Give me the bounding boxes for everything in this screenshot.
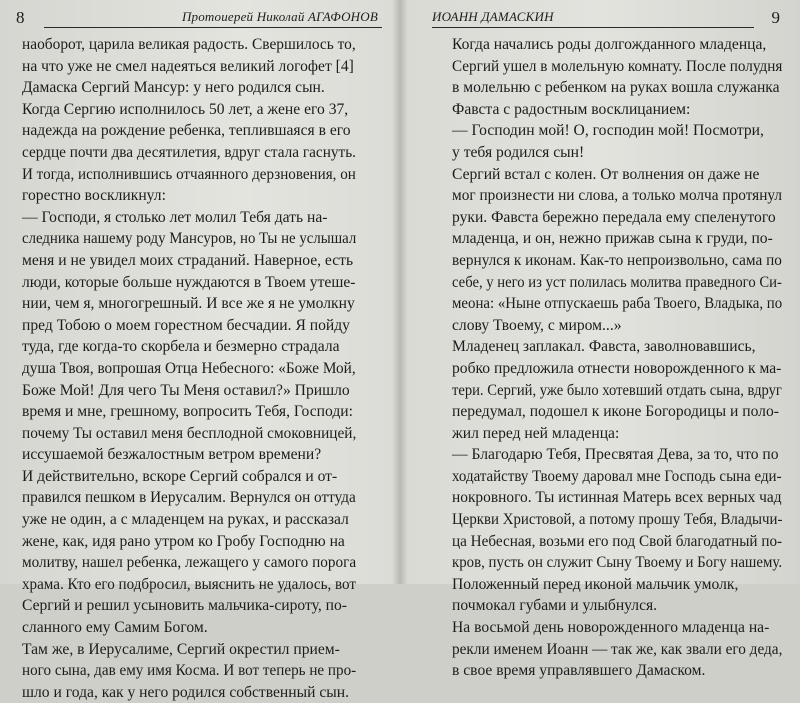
header-rule	[432, 27, 754, 28]
text-line: душа Твоя, вопрошая Отца Небесного: «Боже Мой,	[22, 359, 356, 377]
text-line: жил перед ней младенца:	[452, 424, 620, 442]
text-line: Боже Мой! Для чего Ты Меня оставил?» Пришло	[22, 381, 350, 399]
left-page	[0, 0, 396, 701]
left-page-header	[14, 6, 382, 28]
text-line: почмокал губами и улыбнулся.	[452, 597, 658, 615]
text-line: пред Тобою о моем горестном бесчадии. Я пойду	[22, 316, 350, 334]
text-line: кров, пусть он служит Сыну Твоему и Богу нашему.	[452, 554, 783, 572]
text-line: слову Твоему, с миром...»	[452, 316, 622, 334]
running-head: Протоиерей Николай АГАФОНОВ	[181, 9, 378, 24]
text-line: Фавста с радостным восклицанием:	[452, 100, 691, 118]
text-line: робко предложила отнести новорожденного к ма-	[452, 359, 782, 377]
text-line: вернулся к иконам. Как-то непроизвольно, сама по	[452, 251, 782, 269]
text-line: — Господи, я столько лет молил Тебя дать на-	[22, 208, 328, 226]
text-line: нокровного. Ты истинная Матерь всех верных чад	[452, 489, 782, 507]
text-line: сердце почти два десятилетия, вдруг стала гаснуть.	[22, 143, 356, 161]
text-line: И тогда, исполнившись отчаянного дерзновения, он	[22, 165, 356, 183]
text-line: на что уже не смел надеяться великий логофет [4]	[22, 57, 354, 75]
text-line: шло и года, как у него родился собственный сын.	[22, 683, 349, 701]
text-line: почему Ты оставил меня бесплодной смоковницей,	[22, 424, 357, 442]
text-line: передумал, подошел к иконе Богородицы и поло-	[452, 403, 779, 421]
text-line: младенца, и он, нежно прижав сына к груди, по-	[452, 230, 773, 248]
text-line: жене, как, идя рано утром ко Гробу Господню на	[22, 532, 345, 550]
text-line: Там же, в Иерусалиме, Сергий окрестил прием-	[22, 640, 340, 658]
text-line: иссушаемой безжалостным ветром времени?	[22, 446, 322, 464]
text-line: тери. Сергий, уже было хотевший отдать сына, вдруг	[452, 381, 782, 399]
text-line: люди, которые больше нуждаются в Твоем утеше-	[22, 273, 356, 291]
text-line: Сергий встал с колен. От волнения он даже не	[452, 165, 760, 183]
text-line: храма. Кто его подбросил, выяснить не удалось, вот	[22, 575, 356, 593]
text-line: нии, чем я, многогрешный. И все же я не умолкну	[22, 295, 355, 313]
running-head: ИОАНН ДАМАСКИН	[432, 9, 554, 24]
text-line: — Господин мой! О, господин мой! Посмотри,	[452, 122, 764, 140]
text-line: мог произнести ни слова, а только молча протянул	[452, 187, 783, 205]
left-page-text	[22, 34, 356, 703]
header-rule	[44, 27, 382, 28]
text-line: сланного ему Самим Богом.	[22, 619, 208, 637]
right-page	[404, 0, 800, 680]
text-line: И действительно, вскоре Сергий собрался и от-	[22, 467, 338, 485]
text-line: наоборот, царила великая радость. Свершилось то,	[22, 36, 356, 53]
text-line: Церкви Христовой, а потому прошу Тебя, Владычи-	[452, 511, 783, 529]
text-line: ходатайству Твоему даровал мне Господь сына еди-	[452, 467, 782, 485]
text-line: Сергий ушел в молельную комнату. После полудня	[452, 57, 783, 75]
right-page-text	[452, 34, 782, 682]
text-line: себе, у него из уст полилась молитва праведного Си-	[452, 273, 782, 291]
text-line: в свое время управлявшего Дамаском.	[452, 662, 706, 680]
text-line: На восьмой день новорожденного младенца на-	[452, 619, 770, 637]
text-line: Когда начались роды долгожданного младенца,	[452, 36, 767, 53]
page-number: 8	[16, 8, 25, 27]
text-line: у тебя родился сын!	[452, 143, 585, 161]
text-line: молитву, нашел ребенка, лежащего у самого порога	[22, 554, 357, 572]
right-page-header	[432, 6, 782, 28]
text-line: туда, где когда-то скорбела и безмерно страдала	[22, 338, 340, 356]
text-line: — Благодарю Тебя, Пресвятая Дева, за то, что по	[452, 446, 779, 464]
text-line: Дамаска Сергий Мансур: у него родился сын.	[22, 79, 325, 97]
text-line: Положенный перед иконой мальчик умолк,	[452, 575, 739, 593]
text-line: Когда Сергию исполнилось 50 лет, а жене его 37,	[22, 100, 349, 118]
text-line: в молельню с ребенком на руках вошла служанка	[452, 79, 780, 97]
page-number: 9	[771, 8, 780, 27]
text-line: Младенец заплакал. Фавста, заволновавшись,	[452, 338, 756, 356]
text-line: горестно воскликнул:	[22, 187, 166, 205]
text-line: время и мне, грешному, вопросить Тебя, Господи:	[22, 403, 353, 421]
text-line: Сергий и решил усыновить мальчика-сироту, по-	[22, 597, 347, 615]
text-line: следника нашему роду Мансуров, но Ты не услышал	[22, 230, 357, 248]
text-line: правился пешком в Иерусалим. Вернулся он оттуда	[22, 489, 356, 507]
text-line: уже не один, а с младенцем на руках, и рассказал	[22, 511, 349, 529]
text-line: ца Небесная, возьми его под Свой благодатный по-	[452, 532, 783, 550]
text-line: меня и не увидел моих страданий. Наверное, есть	[22, 251, 354, 269]
text-line: надежда на рождение ребенка, теплившаяся в его	[22, 122, 351, 140]
text-line: руки. Фавста бережно передала ему спеленутого	[452, 208, 776, 226]
text-line: меона: «Ныне отпускаешь раба Твоего, Владыка, по	[452, 295, 783, 313]
text-line: рекли именем Иоанн — так же, как звали его деда,	[452, 640, 783, 658]
text-line: ного сына, дав ему имя Косма. И вот теперь не про-	[22, 662, 357, 680]
